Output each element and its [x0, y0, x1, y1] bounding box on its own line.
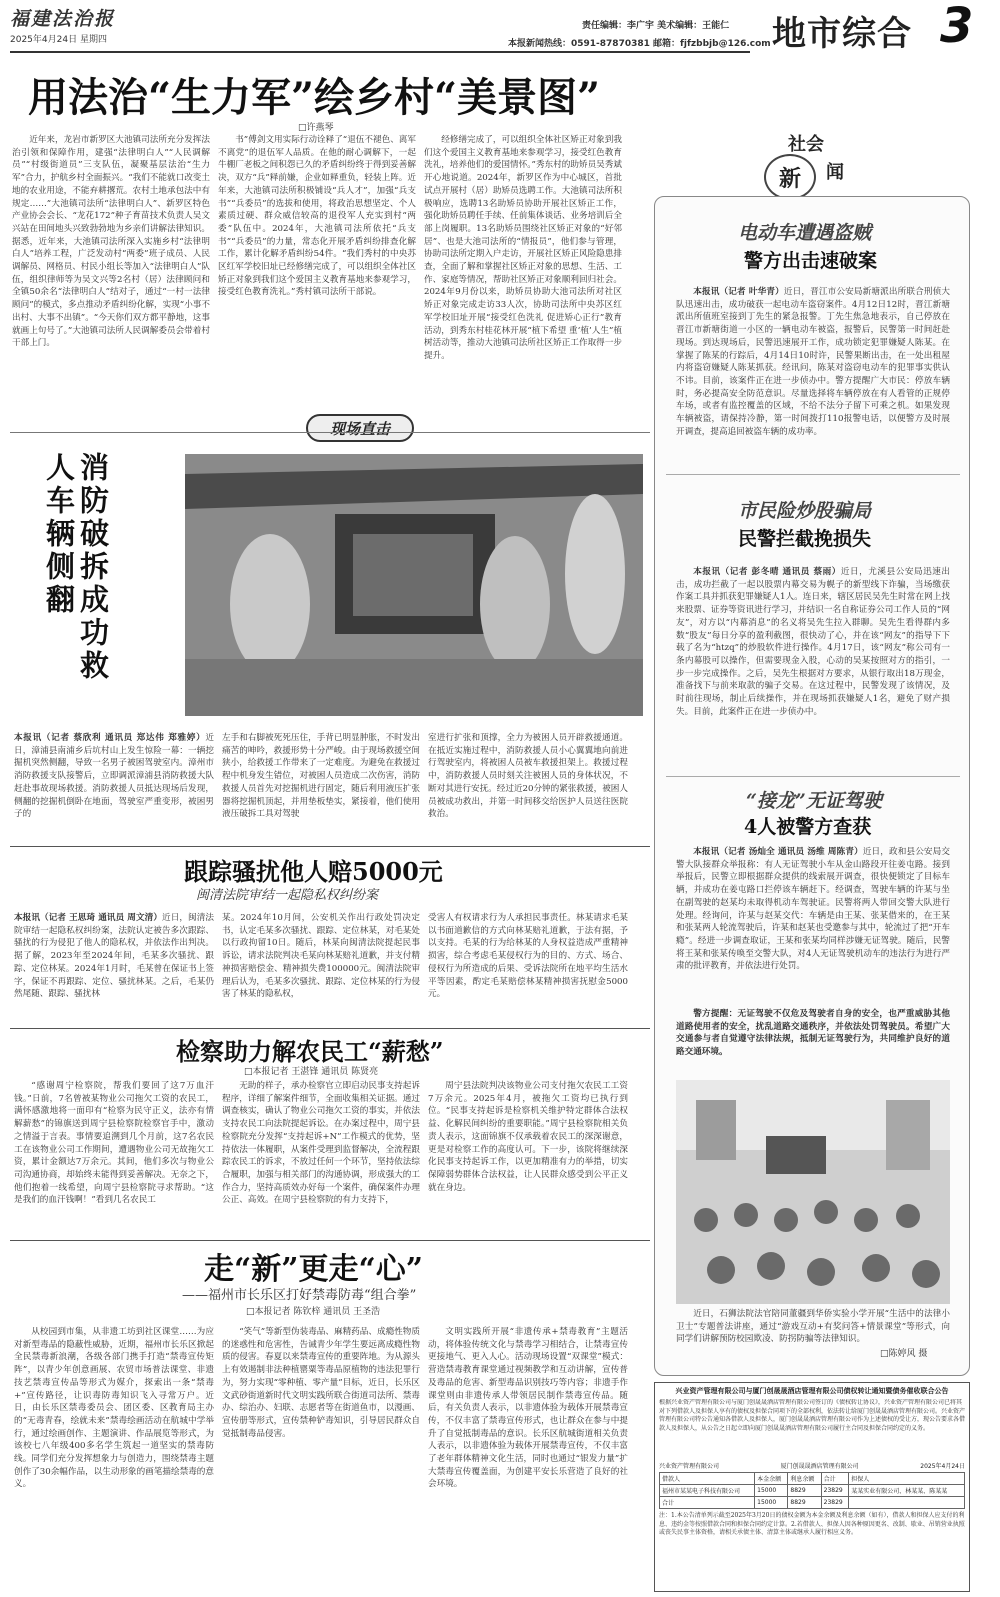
- drug-col-1-text: 从校园到市集，从非遗工坊到社区课堂……为应对新型毒品的隐蔽性威胁，近期，福州市长乐区掀起全民禁毒新浪潮，各级各部门携手打造“禁毒宣传矩阵”，以青少年创意画展、农贸市场普法课堂、非遗技艺禁毒宣传品等形式为媒介，探索出一条“禁毒+”宣传路径，让识毒防毒知识飞入寻常万户。近日，由长乐区禁毒委员会、团区委、区教育局主办的“无毒青春，绘就未来”禁毒绘画活动在航城中学举行，通过绘画创作、主题演讲、作品展览等形式，为该校七八年级400多名学生筑起一道坚实的禁毒防线。同学们充分发挥想象力与创造力，围绕禁毒主题创作了30余幅作品，以生动形象的画笔描绘禁毒的意义。: [14, 1327, 214, 1490]
- lead-col-3: [424, 134, 622, 404]
- story3-tip: [676, 1008, 950, 1058]
- wage-col-1: [14, 1080, 214, 1234]
- harass-col-1-text: 近日，闽清法院审结一起隐私权纠纷案，法院认定被告多次跟踪、骚扰的行为侵犯了他人的隐私权，并依法作出判决。据了解，2023年至2024年间，毛某多次骚扰、跟踪、定位林某。2024年1月时，毛某曾在保证书上签字，保证不再跟踪、定位、骚扰林某。之后，毛某仍然尾随、跟踪、骚扰林: [14, 913, 214, 1000]
- drug-col-2-text: “笑气”等新型伪装毒品、麻精药品、成瘾性物质的迷惑性和危害性，告诫青少年学生要远离成瘾性物质的侵害。春夏以来禁毒宣传的重要阵地。为从源头上有效遏制非法种植罂粟等毒品原植物的违法犯罪行为，努力实现“零种植、零产量”目标，近日，长乐区文武砂街道新时代文明实践所联合街道司法所、禁毒办、综治办、妇联、志愿者等在街道鱼市，以漫画、宣传册等形式，宣传禁种铲毒知识，引导居民群众自觉抵制毒品侵害。: [222, 1327, 420, 1439]
- harass-col-3-text: 受害人有权请求行为人承担民事责任。林某请求毛某以书面道歉信的方式向林某赔礼道歉，于法有据，予以支持。毛某的行为给林某的人身权益造成严重精神损害，综合考虑毛某侵权行为的目的、方式、场合、侵权行为所造成的后果、受诉法院所在地平均生活水平等因素，酌定毛某赔偿林某精神损害抚慰金5000元。: [428, 913, 628, 1000]
- rescue-vertical-title: [42, 452, 114, 692]
- th-guarantor: 担保人: [849, 1473, 965, 1485]
- drug-col-3-text: 文明实践所开展“非遗传承+禁毒教育”主题活动，将体验传统文化与禁毒学习相结合，让禁毒宣传更接地气、更入人心。活动现场设置“双课堂”模式：营造禁毒教育课堂通过视频教学和互动讲解，宣传普及毒品的危害、新型毒品识别技巧等内容；非遗手作课堂则由非遗传承人带领居民制作禁毒宣传品。随后，有关负责人表示，以非遗体验为载体开展禁毒宣传，不仅丰富了禁毒宣传形式，也让群众在参与中提升了自觉抵制毒品的意识。长乐区航城街道相关负责人表示，以非遗体验为载体开展禁毒宣传，不仅丰富了老年群体精神文化生活，同时也通过“银发力量”扩大禁毒宣传覆盖面，为创建平安长乐营造了良好的社会环境。: [428, 1327, 628, 1490]
- rescue-photo-illustration: [185, 454, 643, 716]
- page-number: 3: [940, 0, 974, 54]
- notice-signatures: [659, 1461, 965, 1470]
- drug-byline: □本报记者 陈钦梓 通讯员 王圣浩: [246, 1307, 381, 1317]
- notice-table: [659, 1472, 965, 1509]
- cell: 8829: [788, 1497, 821, 1509]
- wage-col-3-text: 周宁县法院判决该物业公司支付拖欠农民工工资7万余元。2025年4月，被拖欠工资均已执行到位。“民事支持起诉是检察机关维护特定群体合法权益、化解民间纠纷的重要职能。”周宁县检察院相关负责人表示，这面锦旗不仅承载着农民工的深深谢意，更是对检察工作的高度认可。下一步，该院将继续深化民事支持起诉工作，以更加精准有力的举措，切实保障弱势群体合法权益，让人民群众感受到公平正义就在身边。: [428, 1081, 628, 1193]
- th-total: 合计: [821, 1473, 849, 1485]
- drug-subhead: ——福州市长乐区打好禁毒防毒“组合拳”: [182, 1288, 417, 1303]
- cell: 某某实业有限公司、林某某、陈某某: [849, 1485, 965, 1497]
- wage-col-2: [222, 1080, 420, 1234]
- notice-title: 兴业资产管理有限公司与厦门创晟晟酒店管理有限公司债权转让通知暨债务催收联合公告: [675, 1387, 949, 1395]
- cell: [849, 1497, 965, 1509]
- harass-col-1: [14, 912, 214, 1022]
- harass-col-2: [222, 912, 420, 1022]
- cell: 福州市某某电子科技有限公司: [660, 1485, 755, 1497]
- hotline: 本报新闻热线：0591-87870381 邮箱：fjfzbbjb@126.com: [508, 39, 771, 49]
- photo-caption-text: 近日，石狮法院法官陪同董疆到华侨实验小学开展“生活中的法律小卫士”专题普法讲座，通过“游戏互动+有奖问答+情景课堂”等形式，向同学们讲解预防校园欺凌、防拐防骗等法律知识。: [676, 1309, 950, 1345]
- section-name: 地市综合: [772, 14, 912, 54]
- story3-byline: 本报讯（记者 汤灿全 通讯员 汤维 周陈青）: [693, 847, 863, 857]
- rescue-col-1-text: 近日，漳浦县南浦乡后坑村山上发生惊险一幕：一辆挖掘机突然侧翻，导致一名男子被困驾驶室内。漳州市消防救援支队接警后，立即调派漳浦县消防救援大队赶赴事故现场救援。消防救援人员抵达现场后发现，侧翻的挖掘机倒卧在地面，驾驶室严重变形，被困男子的: [14, 733, 214, 820]
- cell: 23829: [821, 1485, 849, 1497]
- lead-col-3-text: 经修缮完成了，可以组织全体社区矫正对象到我们这个爱国主义教育基地来参观学习，接受红色教育洗礼，培养他们的爱国情怀。”秀东村的助矫员吴秀斌开心地说道。2024年，新罗区作为中心城区，首批试点开展村（居）助矫员选聘工作。大池镇司法所积极响应，选聘13名助矫员协助开展社区矫正工作，强化助矫员聘任手续、任前集体谈话、业务培训后全部上岗履职。13名助矫员围绕社区矫正对象的“好邻居”、也是大池司法所的“情报员”，他们参与管理，协助司法所定期入户走访，开展社区矫正风险隐患排查，全面了解和掌握社区矫正对象的思想、生活、工作、家庭等情况，帮助社区矫正对象顺利回归社会。2024年9月份以来，助矫员协助大池司法所对社区矫正对象完成走访33人次，协助司法所中央苏区红军学校旧址开展“接受红色洗礼 促进矫心正行”教育活动，到秀东村桂花林开展“植下希望 重‘植’人生”植树活动等，推动大池镇司法所社区矫正工作取得一步提升。: [424, 135, 622, 361]
- drug-col-1: [14, 1326, 214, 1592]
- notice-date: 2025年4月24日: [920, 1463, 965, 1470]
- cell: 合计: [660, 1497, 755, 1509]
- th-borrower: 借款人: [660, 1473, 755, 1485]
- drug-col-2: [222, 1326, 420, 1592]
- lead-headline: 用法治“生力军”绘乡村“美景图”: [28, 74, 601, 121]
- rescue-col-3: [428, 732, 628, 838]
- story3-headline: 4人被警方查获: [744, 816, 872, 838]
- story3-body: [676, 846, 950, 1006]
- badge-news: 闻: [826, 162, 844, 183]
- wage-rule: [10, 1240, 650, 1241]
- rescue-col-2: [222, 732, 420, 838]
- rescue-photo: [185, 454, 643, 716]
- harass-col-3: [428, 912, 628, 1022]
- photo-credit: □陈婷风 摄: [880, 1349, 928, 1359]
- story2-headline: 民警拦截挽损失: [738, 528, 872, 550]
- cell: 8829: [788, 1485, 821, 1497]
- story1-rule: [666, 474, 960, 475]
- cell: 23829: [821, 1497, 849, 1509]
- table-row: [660, 1485, 965, 1497]
- lead-col-2-text: 书”傅剑文用实际行动诠释了“退伍不褪色、离军不离党”的退伍军人品质。在他的耐心调解下，一起牛棚厂老板之间积怨已久的矛盾纠纷终于得到妥善解决，双方“兵”释前嫌，企业如释重负，轻装上阵。近年来，大池镇司法所积极铺设“兵人才”，加强“兵支书”“兵委员”的选拔和使用，将政治思想坚定、个人素质过硬、群众威信较高的退役军人充实到村“两委”队伍中。2024年，大池镇司法所依托“兵支书”“兵委员”的力量，常态化开展矛盾纠纷排查化解工作，累计化解矛盾纠纷54件。“我们秀村的中央苏区红军学校旧址已经修缮完成了，可以组织全体社区矫正对象到我们这个爱国主义教育基地来参观学习，接受红色教育洗礼。”秀村镇司法所干部说。: [218, 135, 416, 298]
- harass-byline: 本报讯（记者 王思琦 通讯员 周文清）: [14, 913, 163, 923]
- notice-sign-left: 兴业资产管理有限公司: [659, 1463, 720, 1470]
- story2-body: [676, 566, 950, 776]
- rescue-byline: 本报讯（记者 蔡欣利 通讯员 郑达伟 郑雅婷）: [14, 733, 206, 743]
- rescue-rule: [10, 846, 650, 847]
- wage-col-2-text: 无助的样子，承办检察官立即启动民事支持起诉程序，详细了解案件细节，全面收集相关证据。通过调查核实，确认了物业公司拖欠工资的事实，并依法支持农民工向法院提起诉讼。在办案过程中，周宁县检察院充分发挥“支持起诉+N”工作模式的优势，坚持依法一体履职，从案件受理到监督解决，全流程跟踪农民工的诉求，不放过任何一个环节，坚持依法综合履职，加强与相关部门的沟通协调，形成强大的工作合力，坚持高质效办好每一个案件，确保案件办理公正、高效。在周宁县检察院的有力支持下，: [222, 1081, 420, 1206]
- badge-top: 社会: [788, 134, 824, 155]
- th-principal: 本金余额: [755, 1473, 788, 1485]
- rescue-col-2-text: 左手和右脚被死死压住，手背已明显肿胀，不时发出痛苦的呻吟，救援形势十分严峻。由于现场救援空间狭小，给救援工作带来了一定难度。为避免在救援过程中机身发生错位，对被困人员造成二次伤害，消防救援人员首先对挖掘机进行固定，随后利用液压扩张器将挖掘机顶起，并用垫板垫实，紧接着，他们使用液压破拆工具对驾驶: [222, 733, 420, 820]
- lead-col-2: [218, 134, 416, 404]
- story1-body: [676, 286, 950, 466]
- harass-headline: 跟踪骚扰他人赔5000元: [184, 857, 443, 886]
- table-row: [660, 1497, 965, 1509]
- harass-rule: [10, 1028, 650, 1029]
- notice-footnote: 注：1.本公告清单列示截至2025年3月20日的债权金额为本金余额及利息余额（如有），借款人和担保人应支付的利息、违约金等按照借款合同和担保合同约定计算。2.若借款人、担保人因各种原因更名、改制、歇业、吊销营业执照或丧失民事主体资格，请相关承债主体、清算主体或继承人履行相应义务。: [659, 1512, 965, 1536]
- lead-col-1: [12, 134, 210, 404]
- rescue-col-1: [14, 732, 214, 838]
- masthead: [10, 0, 990, 56]
- issue-date: 2025年4月24日 星期四: [10, 35, 107, 45]
- badge-new-circle: [764, 154, 816, 200]
- story2-kicker: 市民险炒股骗局: [738, 500, 872, 522]
- story2-text: 近日，尤溪县公安局迅速出击，成功拦截了一起以股票内幕交易为幌子的新型线下诈骗，当场缴获作案工具并抓获犯罪嫌疑人1人。连日来，辖区居民吴先生时常在网上找来股票、证券等资讯进行学习，并结识一名自称证券公司工作人员的“网友”，对方以“内幕消息”的名义将吴先生拉入群聊。吴先生看得群内多数“股友”每日分享的盈利截图，很快动了心，并在该“网友”的指导下下载了名为“htzq”的炒股软件进行操作。4月17日，该“网友”称公司有一条内幕股可以操作，但需要现金入股，心动的吴某按照对方的指引，一步一步完成操作。之后，吴先生根据对方要求，从银行取出18万现金，准备找下与前来取款的骗子交易。在这过程中，民警发现了该情况，及时前往现场，制止后续操作，并在现场抓获嫌疑人1名，避免了财产损失。目前，此案件正在进一步侦办中。: [676, 567, 950, 717]
- story2-rule: [666, 776, 960, 777]
- rescue-title: 消防破拆成功救人车辆侧翻: [42, 452, 110, 683]
- notice-sign-right: 厦门创晟晟酒店管理有限公司: [780, 1463, 859, 1470]
- harass-col-2-text: 某。2024年10月间，公安机关作出行政处罚决定书，认定毛某多次骚扰、跟踪、定位林某，对毛某处以行政拘留10日。随后，林某向闽清法院提起民事诉讼，请求法院判决毛某向林某赔礼道歉，并支付精神损害赔偿金、精神损失费100000元。闽清法院审理后认为，毛某多次骚扰、跟踪、定位林某的行为侵害了林某的隐私权，: [222, 913, 420, 1000]
- story3-tip-text: 警方提醒：无证驾驶不仅危及驾驶者自身的安全，也严重威胁其他道路使用者的安全，扰乱道路交通秩序，并依法处罚驾驶员。希望广大交通参与者自觉遵守法律法规，抵制无证驾驶行为，共同维护良好的道路交通环境。: [676, 1009, 950, 1058]
- badge-new: 新: [778, 165, 801, 192]
- story3-text: 近日，政和县公安局交警大队接群众举报称：有人无证驾驶小车从金山路段开往姜屯路。接到举报后，民警立即根据群众提供的线索展开调查，很快便锁定了目标车辆，并成功在姜屯路口拦停该车辆赶下。经调查，驾驶车辆的许某与坐在副驾驶的赵某均未取得机动车驾驶证。民警将两人带回交警大队进行处理。经询问，许某与赵某交代：车辆是由王某、张某借来的，在王某和张某两人轮流驾驶后，许某和赵某也受邀参与其中，轮流过了把“开车瘾”。经进一步调查取证，王某和张某均同样涉嫌无证驾驶。随后，民警将王某和张某传唤至交警大队，对4人无证驾驶机动车的违法行为进行严肃的批评教育，并依法进行处罚。: [676, 847, 950, 972]
- story1-text: 近日，晋江市公安局新塘派出所联合刑侦大队迅速出击，成功破获一起电动车盗窃案件。4月12日12时，晋江新塘派出所值班室接到丁先生的紧急报警。丁先生焦急地表示，自己停放在晋江市新塘街道一小区的一辆电动车被盗，报警后，民警第一时间赶赴现场。到达现场后，民警迅速展开工作，成功锁定犯罪嫌疑人陈某。在掌握了陈某的行踪后，4月14日10时许，民警果断出击，在一处出租屋内将盗窃嫌疑人陈某抓获。经讯问，陈某对盗窃电动车的犯罪事实供认不讳。目前，该案件正在进一步侦办中。警方提醒广大市民：停放车辆时，务必提高安全防范意识。尽量选择将车辆停放在有人看管的正规停车场，或者有监控覆盖的区域，不给不法分子留下可乘之机。如果发现车辆被盗，请保持冷静，第一时间拨打110报警电话，以便警方及时展开调查，提高追回被盗车辆的成功率。: [676, 287, 950, 437]
- notice-table-header: [660, 1473, 965, 1485]
- harass-subhead: 闽清法院审结一起隐私权纠纷案: [196, 888, 379, 903]
- drug-headline: 走“新”更走“心”: [204, 1252, 424, 1287]
- classroom-photo: [676, 1080, 950, 1304]
- story3-kicker: “接龙”无证驾驶: [746, 790, 882, 812]
- cell: 15000: [755, 1485, 788, 1497]
- notice-box: [654, 1382, 970, 1592]
- story1-kicker: 电动车遭遇盗贼: [738, 222, 872, 244]
- classroom-illustration: [676, 1080, 950, 1304]
- rescue-col-3-text: 室进行扩张和顶撑，全力为被困人员开辟救援通道。在抵近实施过程中，消防救援人员小心翼翼地向前进行驾驶室内，将被困人员被车救援担架上。救援过程中，消防救援人员时刻关注被困人员的身体状况，不断对其进行安抚。经过近20分钟的紧张救援，被困人员被成功救出，并第一时间移交给医护人员送往医院救治。: [428, 733, 628, 820]
- masthead-rule: [10, 51, 750, 53]
- cell: 15000: [755, 1497, 788, 1509]
- scene-label-text: 现场直击: [329, 419, 390, 438]
- notice-body: 根据兴业资产管理有限公司与厦门创晟晟酒店管理有限公司签订的《债权转让协议》，兴业资产管理有限公司已将其对下列借款人及担保人享有的债权及担保合同项下的全部权利，依法转让给厦门创晟晟酒店管理有限公司。兴业资产管理有限公司特公告通知各借款人及担保人，厦门创晟晟酒店管理有限公司作为上述债权的受让方，现公告要求各借款人及担保人，从公告之日起立即向厦门创晟晟酒店管理有限公司履行主合同及担保合同约定的义务。: [659, 1399, 965, 1432]
- story1-byline: 本报讯（记者 叶华青）: [693, 287, 784, 297]
- drug-col-3: [428, 1326, 628, 1592]
- story1-headline: 警方出击速破案: [744, 250, 878, 272]
- wage-byline: □本报记者 王湛锋 通讯员 陈贤亮: [244, 1067, 379, 1077]
- editors: 责任编辑：李广宇 美术编辑：王能仁: [582, 21, 730, 31]
- lead-col-1-text: 近年来，龙岩市新罗区大池镇司法所充分发挥法治引领和保障作用，建强“法律明白人”“人民调解员”“村级街道员”三支队伍，凝聚基层法治“生力军”合力，护航乡村全面振兴。“我们不能就口改变土地的农业用途，不能弃耕撂荒。农村土地承包法中有规定……”大池镇司法所“法律明白人”、新罗区特色产业协会会长、“龙花172”种子育苗技术负责人吴文兴站在田间地头兴致勃勃地为乡亲们讲解法律知识。据悉，近年来，大池镇司法所深入实施乡村“法律明白人”培养工程，广泛发动村“两委”班子成员、人民调解员、网格员、村民小组长等加入“法律明白人”队伍，组织律师等为吴文兴等2名村（居）法律顾问和全镇50余名“法律明白人”结对子，通过“一村一法律顾问”的模式，多点推动矛盾纠纷化解，实现“小事不出村、大事不出镇”。“今天你们双方都平静地，这事就画上句号了。”大池镇司法所人民调解委员会带着村干部上门。: [12, 135, 210, 349]
- wage-headline: 检察助力解农民工“薪愁”: [176, 1037, 444, 1066]
- story2-byline: 本报讯（记者 彭冬晴 通讯员 蔡雨）: [693, 567, 841, 577]
- lead-byline: □许燕琴: [298, 123, 334, 133]
- wage-col-3: [428, 1080, 628, 1234]
- wage-col-1-text: “感谢周宁检察院，帮我们要回了这7万血汗钱。”日前，7名曾被某物业公司拖欠工资的农民工，满怀感激地将一面印有“检察为民守正义，法亦有情解薪愁”的锦旗送到周宁县检察院检察官手中，激动之情溢于言表。事情要追溯到几个月前，这7名农民工在该物业公司工作期间，遭遇物业公司无故拖欠工资，累计金额达7万余元。其间，他们多次与物业公司沟通协商，却始终未能得到妥善解决。无奈之下，他们抱着一线希望，向周宁县检察院寻求帮助。“这是我们的血汗钱啊！”看到几名农民工: [14, 1081, 214, 1206]
- paper-name: 福建法治报: [10, 8, 116, 30]
- th-interest: 利息余额: [788, 1473, 821, 1485]
